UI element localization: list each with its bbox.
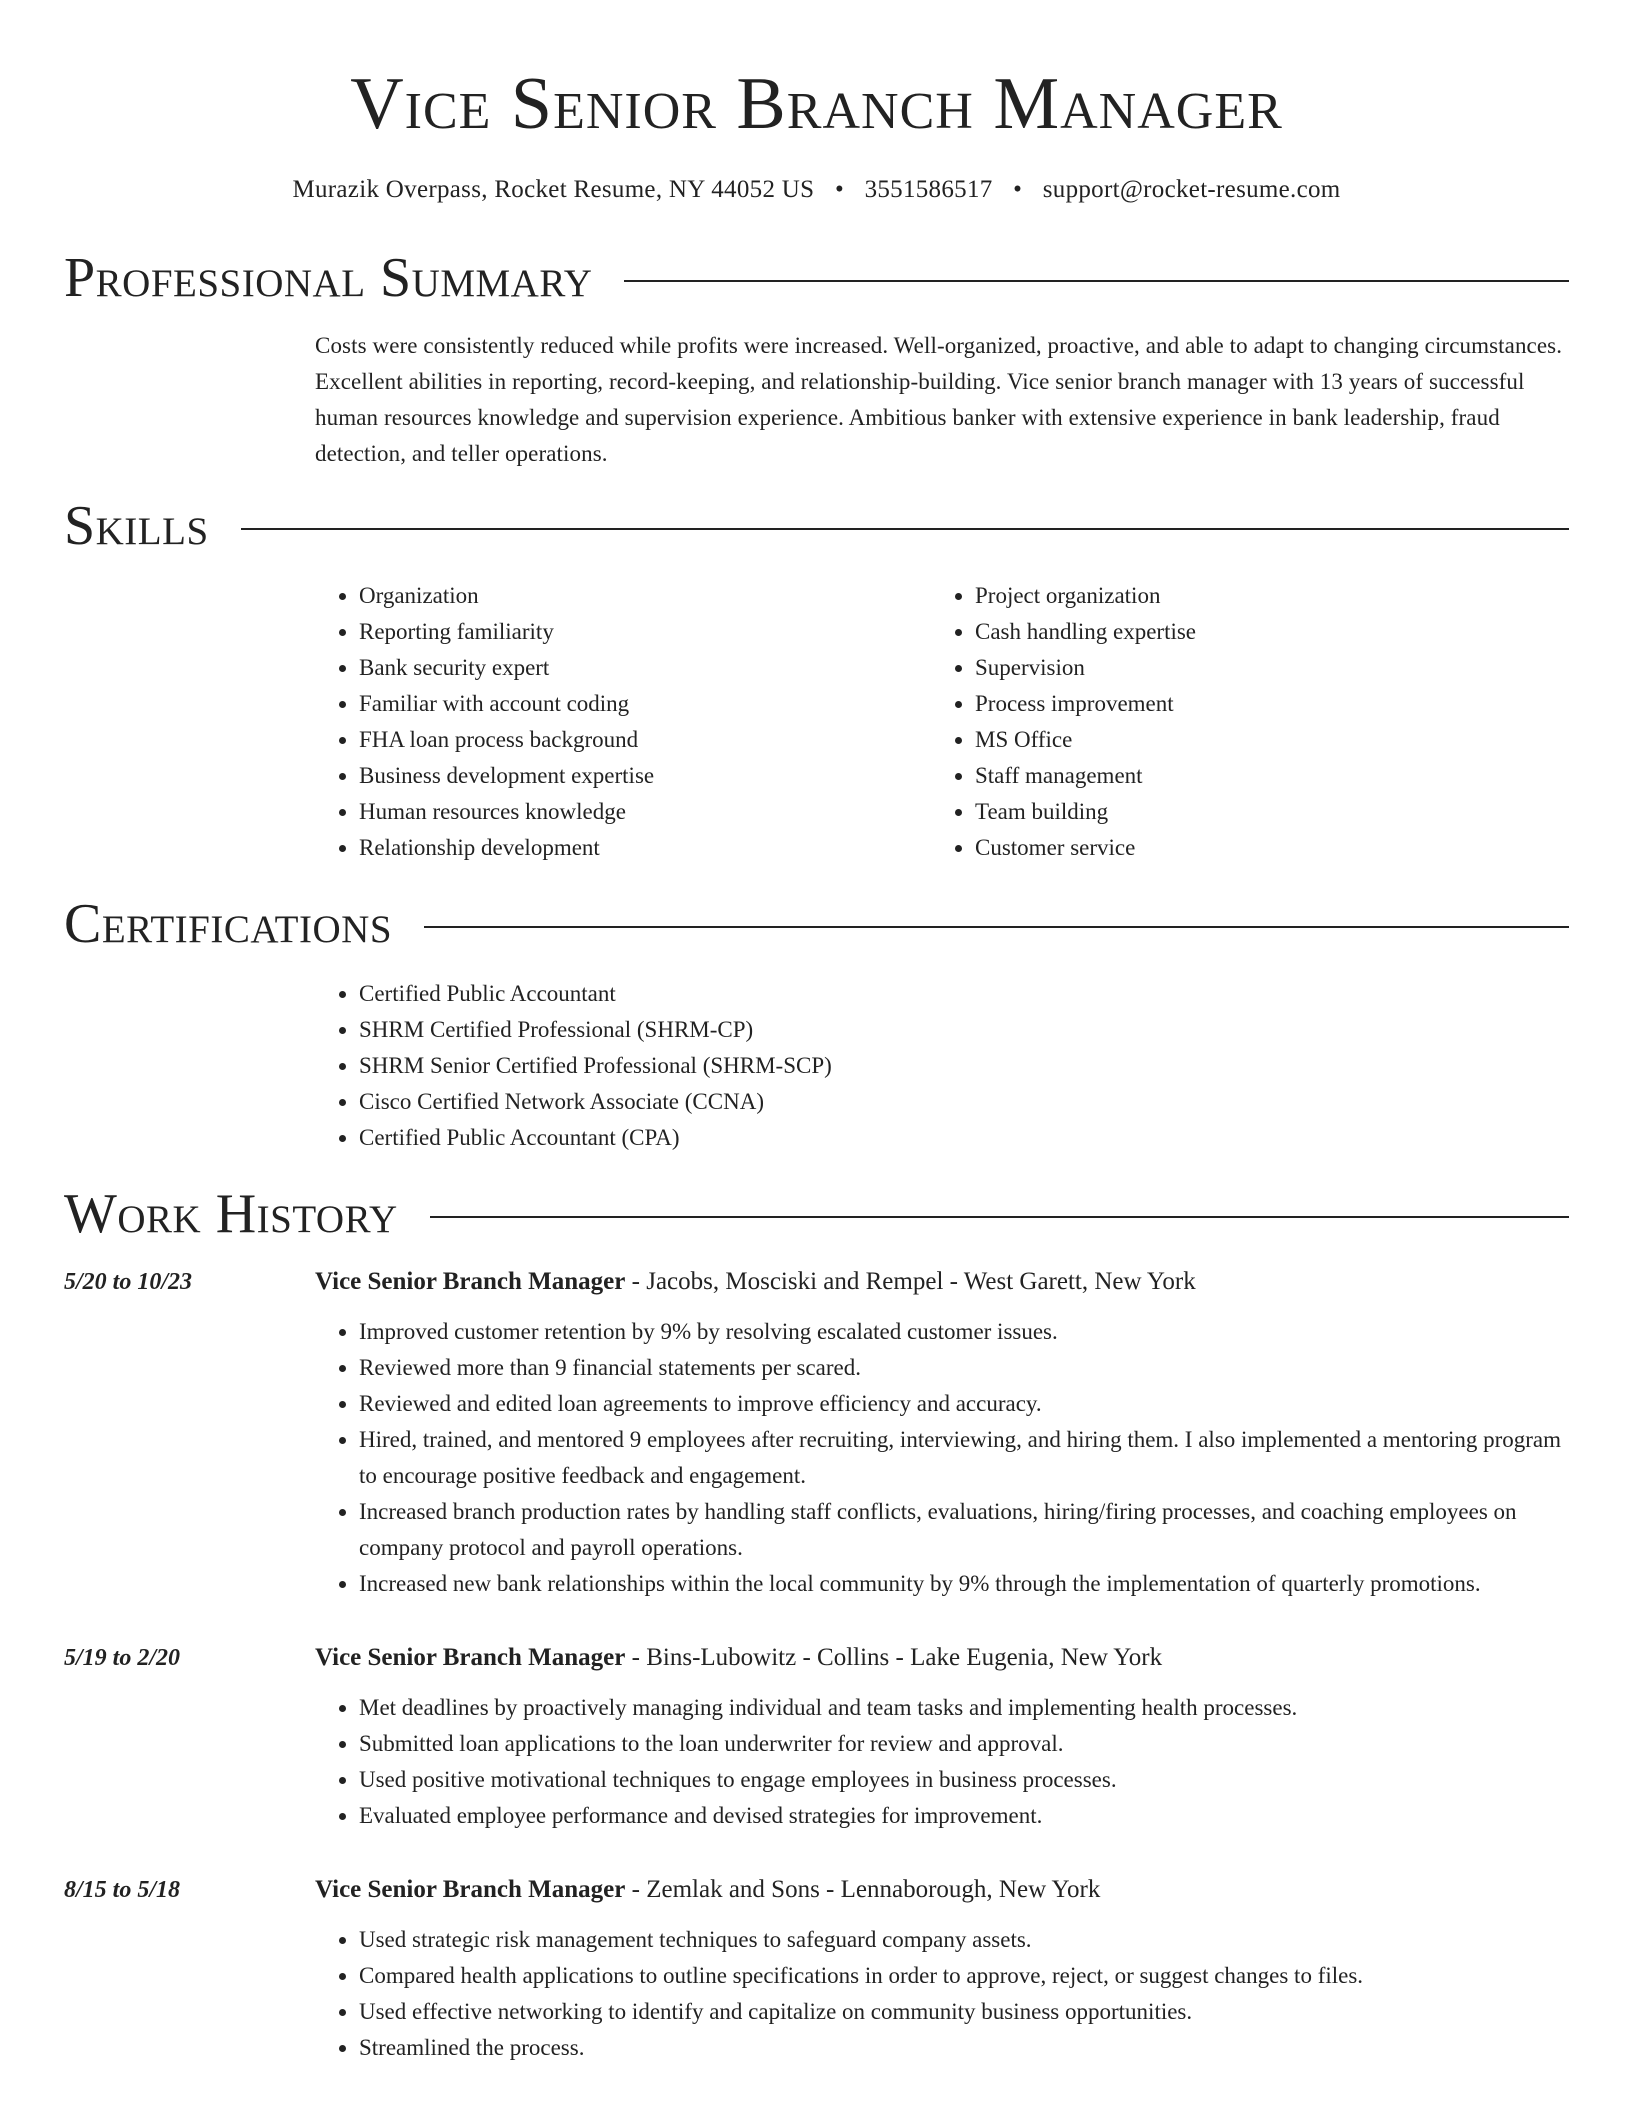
job-body (315, 1638, 1569, 1834)
job-heading (315, 1870, 1569, 1910)
resume-name: Vice Senior Branch Manager (350, 63, 1283, 145)
job-bullet: • Submitted loan applications to the loan underwriter for review and approval. (359, 1726, 1569, 1762)
job-entry (64, 1262, 1569, 1602)
job-details: - Jacobs, Mosciski and Rempel - West Garett, New York (625, 1268, 1196, 1295)
skill-item: • Process improvement (975, 686, 1547, 722)
job-bullet: • Met deadlines by proactively managing individual and team tasks and implementing health processes. (359, 1690, 1569, 1726)
job-body (315, 1870, 1569, 2066)
job-entry (64, 1870, 1569, 2066)
skill-item: • FHA loan process background (359, 722, 931, 758)
skills-header (64, 494, 1569, 558)
skills-grid (315, 578, 1569, 866)
summary-title: Professional Summary (64, 247, 593, 309)
job-bullets (315, 1922, 1569, 2066)
contact-line (64, 174, 1569, 206)
certification-item: • Certified Public Accountant (CPA) (359, 1120, 1569, 1156)
skills-list-left (315, 578, 931, 866)
skills-column-left (315, 578, 931, 866)
skill-item: • Project organization (975, 578, 1547, 614)
skill-item: • Relationship development (359, 830, 931, 866)
contact-separator: • (834, 176, 844, 203)
skills-title: Skills (64, 495, 209, 557)
certification-item: • Certified Public Accountant (359, 976, 1569, 1012)
job-bullet: • Hired, trained, and mentored 9 employees after recruiting, interviewing, and hiring them. I also implemented a mentoring program to encourage positive feedback and engagement. (359, 1422, 1569, 1494)
skill-item: • Business development expertise (359, 758, 931, 794)
certifications-list-wrap (315, 976, 1569, 1156)
section-divider (424, 926, 1569, 928)
section-divider (624, 280, 1569, 282)
job-dates: 5/19 to 2/20 (64, 1645, 181, 1671)
contact-separator: • (1013, 176, 1023, 203)
job-bullet: • Compared health applications to outline specifications in order to approve, reject, or suggest changes to files. (359, 1958, 1569, 1994)
certification-item: • SHRM Senior Certified Professional (SHRM-SCP) (359, 1048, 1569, 1084)
skill-item: • Reporting familiarity (359, 614, 931, 650)
skills-column-right (931, 578, 1547, 866)
skill-item: • Human resources knowledge (359, 794, 931, 830)
skill-item: • Organization (359, 578, 931, 614)
skill-item: • Staff management (975, 758, 1547, 794)
skills-list-right (931, 578, 1547, 866)
job-details: - Bins-Lubowitz - Collins - Lake Eugenia, New York (625, 1644, 1163, 1671)
skill-item: • Familiar with account coding (359, 686, 931, 722)
job-heading (315, 1262, 1569, 1302)
contact-address: Murazik Overpass, Rocket Resume, NY 44052 US (292, 176, 815, 203)
job-bullet: • Increased new bank relationships within the local community by 9% through the implementation of quarterly promotions. (359, 1566, 1569, 1602)
certifications-header (64, 892, 1569, 956)
certifications-title: Certifications (64, 893, 393, 955)
job-heading (315, 1638, 1569, 1678)
skill-item: • Team building (975, 794, 1547, 830)
contact-email[interactable]: support@rocket-resume.com (1042, 176, 1341, 203)
job-bullet: • Streamlined the process. (359, 2030, 1569, 2066)
job-entry (64, 1638, 1569, 1834)
certifications-list (315, 976, 1569, 1156)
job-bullet: • Reviewed and edited loan agreements to improve efficiency and accuracy. (359, 1386, 1569, 1422)
job-bullets (315, 1690, 1569, 1834)
job-details: - Zemlak and Sons - Lennaborough, New York (625, 1876, 1101, 1903)
work-history-section (64, 1182, 1569, 2066)
job-bullet: • Increased branch production rates by handling staff conflicts, evaluations, hiring/firing processes, and coaching employees on company protocol and payroll operations. (359, 1494, 1569, 1566)
section-divider (430, 1216, 1569, 1218)
contact-phone: 3551586517 (864, 176, 993, 203)
summary-section (64, 246, 1569, 472)
work-history-title: Work History (64, 1183, 398, 1245)
skill-item: • MS Office (975, 722, 1547, 758)
certifications-section (64, 892, 1569, 1156)
work-history-header (64, 1182, 1569, 1246)
certification-item: • SHRM Certified Professional (SHRM-CP) (359, 1012, 1569, 1048)
skill-item: • Bank security expert (359, 650, 931, 686)
summary-header (64, 246, 1569, 310)
job-bullet: • Reviewed more than 9 financial statements per scared. (359, 1350, 1569, 1386)
skill-item: • Customer service (975, 830, 1547, 866)
job-title: Vice Senior Branch Manager (315, 1876, 626, 1903)
job-bullet: • Improved customer retention by 9% by resolving escalated customer issues. (359, 1314, 1569, 1350)
job-body (315, 1262, 1569, 1602)
job-bullet: • Used effective networking to identify and capitalize on community business opportunities. (359, 1994, 1569, 2030)
skill-item: • Cash handling expertise (975, 614, 1547, 650)
skill-item: • Supervision (975, 650, 1547, 686)
job-title: Vice Senior Branch Manager (315, 1644, 626, 1671)
job-bullet: • Used positive motivational techniques to engage employees in business processes. (359, 1762, 1569, 1798)
job-dates: 5/20 to 10/23 (64, 1269, 193, 1295)
certification-item: • Cisco Certified Network Associate (CCNA) (359, 1084, 1569, 1120)
summary-text: Costs were consistently reduced while profits were increased. Well-organized, proactive, and able to adapt to changing circumstances. Excellent abilities in reporting, record-keeping, and relationship-building. Vice senior branch manager with 13 years of successful human resources knowledge and supervision experience. Ambitious banker with extensive experience in bank leadership, fraud detection, and teller operations. (315, 333, 1563, 466)
job-bullet: • Used strategic risk management techniques to safeguard company assets. (359, 1922, 1569, 1958)
skills-section (64, 494, 1569, 866)
job-bullet: • Evaluated employee performance and devised strategies for improvement. (359, 1798, 1569, 1834)
job-title: Vice Senior Branch Manager (315, 1268, 626, 1295)
job-bullets (315, 1314, 1569, 1602)
job-dates: 8/15 to 5/18 (64, 1877, 181, 1903)
section-divider (241, 528, 1569, 530)
